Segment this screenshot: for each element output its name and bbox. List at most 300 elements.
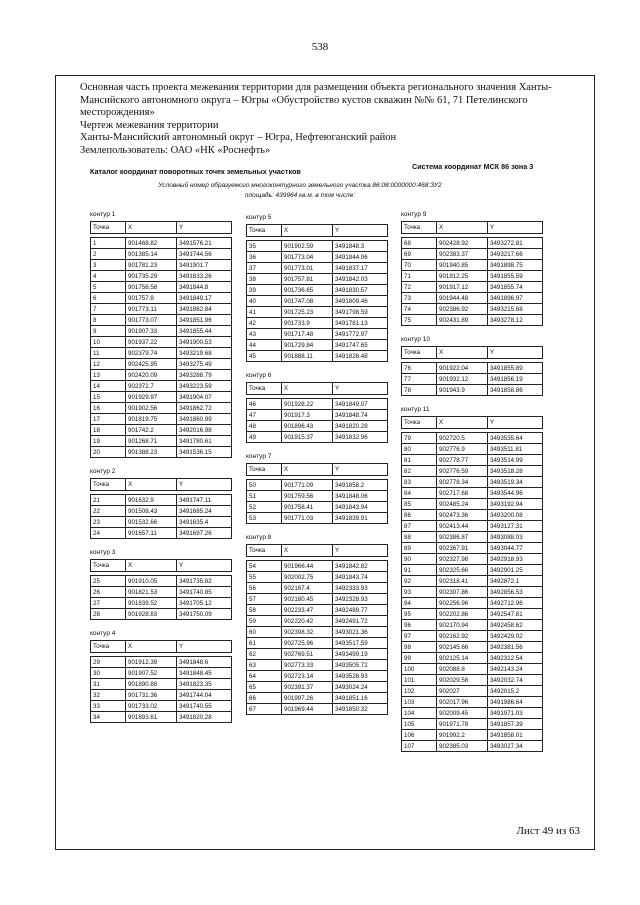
column-header-x: X: [126, 479, 177, 491]
column-header-y: Y: [488, 347, 543, 359]
x-cell: 901992.2: [437, 730, 488, 741]
y-cell: 3491858.2: [333, 480, 388, 491]
y-cell: 3491744.56: [177, 249, 232, 260]
x-cell: 901468.82: [126, 238, 177, 249]
y-cell: 3491844.96: [333, 252, 388, 263]
point-cell: 102: [402, 686, 437, 697]
point-cell: 96: [402, 620, 437, 631]
y-cell: 3492872.1: [488, 576, 543, 587]
x-cell: 901969.44: [282, 704, 333, 715]
table-row: [91, 403, 232, 414]
point-cell: 33: [91, 701, 126, 712]
table-row: [402, 664, 543, 675]
y-cell: 3491772.97: [333, 329, 388, 340]
x-cell: 902379.74: [126, 348, 177, 359]
column-header-x: X: [282, 383, 333, 395]
table-row: [247, 340, 388, 351]
table-row: [91, 304, 232, 315]
point-cell: 46: [247, 399, 282, 410]
point-cell: 43: [247, 329, 282, 340]
table-row: [402, 741, 543, 752]
point-cell: 75: [402, 315, 437, 326]
y-cell: 3491781.13: [333, 318, 388, 329]
x-cell: 901759.56: [282, 491, 333, 502]
table-row: [402, 293, 543, 304]
y-cell: 3491823.35: [177, 679, 232, 690]
x-cell: 901733.02: [126, 701, 177, 712]
x-cell: 902027: [437, 686, 488, 697]
point-cell: 13: [91, 370, 126, 381]
y-cell: 3491986.64: [488, 697, 543, 708]
point-cell: 22: [91, 506, 126, 517]
x-cell: 901773.11: [126, 304, 177, 315]
x-cell: 901917.3: [282, 410, 333, 421]
y-cell: 3493275.49: [177, 359, 232, 370]
y-cell: 3493192.94: [488, 499, 543, 510]
x-cell: 901725.23: [282, 307, 333, 318]
coordinate-table: [246, 382, 388, 443]
table-header-row: [247, 545, 388, 557]
table-row: [247, 241, 388, 252]
table-row: [402, 315, 543, 326]
table-row: [402, 620, 543, 631]
y-cell: 3493217.66: [488, 249, 543, 260]
table-row: [247, 351, 388, 362]
x-cell: 902725.96: [282, 638, 333, 649]
table-row: [247, 671, 388, 682]
column-header-x: X: [437, 222, 488, 234]
table-row: [402, 444, 543, 455]
point-cell: 89: [402, 543, 437, 554]
y-cell: 3491843.94: [333, 502, 388, 513]
x-cell: 901915.37: [282, 432, 333, 443]
point-cell: 44: [247, 340, 282, 351]
y-cell: 3491826.48: [333, 351, 388, 362]
column-header-x: X: [126, 222, 177, 234]
y-cell: 3491798.59: [333, 307, 388, 318]
x-cell: 901773.07: [126, 315, 177, 326]
table-row: [402, 708, 543, 719]
point-cell: 9: [91, 326, 126, 337]
table-row: [91, 414, 232, 425]
y-cell: 3492015.2: [488, 686, 543, 697]
x-cell: 902325.66: [437, 565, 488, 576]
x-cell: 901756.58: [126, 282, 177, 293]
contour-title: контур 4: [90, 630, 116, 637]
y-cell: 3491744.04: [177, 690, 232, 701]
point-cell: 6: [91, 293, 126, 304]
table-row: [402, 477, 543, 488]
point-cell: 32: [91, 690, 126, 701]
point-cell: 57: [247, 594, 282, 605]
table-row: [402, 510, 543, 521]
x-cell: 902386.87: [437, 532, 488, 543]
x-cell: 901757.8: [126, 293, 177, 304]
x-cell: 901940.85: [437, 260, 488, 271]
table-row: [402, 642, 543, 653]
point-cell: 104: [402, 708, 437, 719]
y-cell: 3493519.34: [488, 477, 543, 488]
table-row: [402, 304, 543, 315]
column-header-point: Точка: [91, 560, 126, 572]
table-row: [402, 488, 543, 499]
point-cell: 65: [247, 682, 282, 693]
point-cell: 71: [402, 271, 437, 282]
table-header-row: [91, 222, 232, 234]
page-number: 538: [311, 41, 329, 53]
y-cell: 3491855.44: [177, 326, 232, 337]
point-cell: 54: [247, 561, 282, 572]
x-cell: 902009.45: [437, 708, 488, 719]
point-cell: 40: [247, 296, 282, 307]
x-cell: 902413.44: [437, 521, 488, 532]
y-cell: 3491809.46: [333, 296, 388, 307]
x-cell: 901657.11: [126, 528, 177, 539]
table-header-row: [91, 479, 232, 491]
table-row: [91, 436, 232, 447]
column-header-y: Y: [333, 464, 388, 476]
table-row: [247, 285, 388, 296]
table-header-row: [247, 225, 388, 237]
x-cell: 901731.36: [126, 690, 177, 701]
contour-title: контур 9: [401, 211, 427, 218]
point-cell: 92: [402, 576, 437, 587]
x-cell: 902367.91: [437, 543, 488, 554]
column-header-point: Точка: [247, 225, 282, 237]
header-line: Ханты-Мансийский автономный округ – Югра, Нефтеюганский район: [80, 132, 397, 143]
table-row: [247, 318, 388, 329]
x-cell: 902776.9: [437, 444, 488, 455]
point-cell: 20: [91, 447, 126, 458]
column-header-point: Точка: [402, 417, 437, 429]
column-header-y: Y: [177, 222, 232, 234]
table-row: [247, 410, 388, 421]
header-line: Мансийского автономного округа – Югры «Обустройство кустов скважин №№ 61, 71 Петелинского: [80, 94, 528, 106]
table-row: [91, 690, 232, 701]
table-row: [247, 252, 388, 263]
y-cell: 3491820.28: [177, 712, 232, 723]
point-cell: 97: [402, 631, 437, 642]
point-cell: 26: [91, 587, 126, 598]
point-cell: 69: [402, 249, 437, 260]
catalog-title: Каталог координат поворотных точек земельных участков: [90, 167, 301, 176]
point-cell: 79: [402, 433, 437, 444]
x-cell: 902386.92: [437, 304, 488, 315]
point-cell: 62: [247, 649, 282, 660]
y-cell: 3493505.72: [333, 660, 388, 671]
y-cell: 3491848.45: [177, 668, 232, 679]
y-cell: 3491857.39: [488, 719, 543, 730]
table-header-row: [247, 464, 388, 476]
point-cell: 64: [247, 671, 282, 682]
x-cell: 902202.86: [437, 609, 488, 620]
contour-title: контур 8: [246, 534, 272, 541]
table-row: [247, 649, 388, 660]
table-row: [247, 660, 388, 671]
x-cell: 901821.53: [126, 587, 177, 598]
point-cell: 17: [91, 414, 126, 425]
point-cell: 99: [402, 653, 437, 664]
x-cell: 902717.68: [437, 488, 488, 499]
contour-title: контур 1: [90, 211, 116, 218]
y-cell: 3493027.34: [488, 741, 543, 752]
table-row: [247, 399, 388, 410]
point-cell: 56: [247, 583, 282, 594]
table-row: [247, 296, 388, 307]
point-cell: 5: [91, 282, 126, 293]
point-cell: 80: [402, 444, 437, 455]
x-cell: 902383.37: [437, 249, 488, 260]
table-row: [91, 249, 232, 260]
y-cell: 3491832.96: [333, 432, 388, 443]
x-cell: 902776.59: [437, 466, 488, 477]
header-line: Землепользователь: ОАО «НК «Роснефть»: [80, 144, 271, 156]
coordinate-table: [246, 224, 388, 362]
y-cell: 3491843.74: [333, 572, 388, 583]
table-row: [91, 517, 232, 528]
table-row: [402, 543, 543, 554]
point-cell: 67: [247, 704, 282, 715]
x-cell: 902029.58: [437, 675, 488, 686]
y-cell: 3493514.99: [488, 455, 543, 466]
x-cell: 901757.81: [282, 274, 333, 285]
y-cell: 3492712.96: [488, 598, 543, 609]
y-cell: 3491848.3: [333, 241, 388, 252]
table-row: [402, 686, 543, 697]
column-header-y: Y: [333, 545, 388, 557]
contour-title: контур 11: [401, 406, 430, 413]
table-row: [402, 565, 543, 576]
table-row: [402, 455, 543, 466]
table-row: [247, 274, 388, 285]
x-cell: 902233.47: [282, 605, 333, 616]
table-row: [91, 271, 232, 282]
x-cell: 902428.92: [437, 238, 488, 249]
subtitle-line: площадь: 439964 кв.м. в том числе:: [244, 192, 356, 199]
column-header-y: Y: [177, 560, 232, 572]
column-header-y: Y: [488, 417, 543, 429]
table-row: [91, 326, 232, 337]
y-cell: 3491842.03: [333, 274, 388, 285]
point-cell: 66: [247, 693, 282, 704]
point-cell: 91: [402, 565, 437, 576]
table-row: [91, 238, 232, 249]
table-row: [247, 307, 388, 318]
table-row: [247, 329, 388, 340]
y-cell: 3493518.28: [488, 466, 543, 477]
contour-block: [401, 404, 543, 752]
x-cell: 902220.42: [282, 616, 333, 627]
y-cell: 3491839.91: [333, 513, 388, 524]
column-header-point: Точка: [402, 222, 437, 234]
x-cell: 901736.65: [282, 285, 333, 296]
point-cell: 24: [91, 528, 126, 539]
y-cell: 3491971.03: [488, 708, 543, 719]
table-row: [402, 675, 543, 686]
contour-block: [246, 370, 388, 443]
table-row: [91, 576, 232, 587]
y-cell: 3491858.86: [488, 385, 543, 396]
point-cell: 14: [91, 381, 126, 392]
table-row: [402, 282, 543, 293]
table-row: [402, 598, 543, 609]
table-row: [91, 293, 232, 304]
point-cell: 21: [91, 495, 126, 506]
y-cell: 3491860.99: [177, 414, 232, 425]
point-cell: 82: [402, 466, 437, 477]
y-cell: 3492547.81: [488, 609, 543, 620]
column-header-y: Y: [333, 225, 388, 237]
point-cell: 53: [247, 513, 282, 524]
y-cell: 3492856.53: [488, 587, 543, 598]
x-cell: 901781.23: [126, 260, 177, 271]
x-cell: 901932.12: [437, 374, 488, 385]
contour-title: контур 3: [90, 549, 116, 556]
column-header-point: Точка: [91, 641, 126, 653]
y-cell: 3493278.12: [488, 315, 543, 326]
table-row: [91, 495, 232, 506]
column-left: [90, 209, 232, 731]
x-cell: 901735.29: [126, 271, 177, 282]
table-row: [402, 719, 543, 730]
x-cell: 902145.66: [437, 642, 488, 653]
table-row: [247, 513, 388, 524]
point-cell: 10: [91, 337, 126, 348]
point-cell: 78: [402, 385, 437, 396]
table-row: [91, 392, 232, 403]
x-cell: 901733.9: [282, 318, 333, 329]
point-cell: 74: [402, 304, 437, 315]
y-cell: 3492328.93: [333, 594, 388, 605]
y-cell: 3492312.54: [488, 653, 543, 664]
point-cell: 19: [91, 436, 126, 447]
table-row: [247, 432, 388, 443]
x-cell: 901890.88: [126, 679, 177, 690]
x-cell: 901912.39: [126, 657, 177, 668]
table-row: [402, 587, 543, 598]
y-cell: 3491844.8: [177, 282, 232, 293]
y-cell: 3493526.93: [333, 671, 388, 682]
x-cell: 902425.95: [126, 359, 177, 370]
catalog-subtitle: [110, 181, 490, 201]
x-cell: 901388.23: [126, 447, 177, 458]
y-cell: 3492901.25: [488, 565, 543, 576]
y-cell: 3493499.19: [333, 649, 388, 660]
x-cell: 901385.14: [126, 249, 177, 260]
x-cell: 901929.97: [126, 392, 177, 403]
y-cell: 3491697.26: [177, 528, 232, 539]
point-cell: 34: [91, 712, 126, 723]
point-cell: 4: [91, 271, 126, 282]
contour-block: [90, 547, 232, 620]
x-cell: 902778.34: [437, 477, 488, 488]
contour-block: [401, 334, 543, 396]
x-cell: 901922.04: [437, 363, 488, 374]
point-cell: 63: [247, 660, 282, 671]
coordinate-table: [246, 463, 388, 524]
x-cell: 902385.03: [437, 741, 488, 752]
point-cell: 15: [91, 392, 126, 403]
point-cell: 29: [91, 657, 126, 668]
x-cell: 902723.14: [282, 671, 333, 682]
y-cell: 3491855.89: [488, 363, 543, 374]
x-cell: 901508.43: [126, 506, 177, 517]
point-cell: 93: [402, 587, 437, 598]
table-row: [91, 359, 232, 370]
point-cell: 81: [402, 455, 437, 466]
x-cell: 901928.22: [282, 399, 333, 410]
x-cell: 901771.03: [282, 513, 333, 524]
y-cell: 3491750.09: [177, 609, 232, 620]
header-line: месторождения»: [80, 107, 155, 118]
point-cell: 100: [402, 664, 437, 675]
point-cell: 35: [247, 241, 282, 252]
x-cell: 902773.33: [282, 660, 333, 671]
x-cell: 901910.05: [126, 576, 177, 587]
y-cell: 3491855.74: [488, 282, 543, 293]
point-cell: 72: [402, 282, 437, 293]
x-cell: 901758.41: [282, 502, 333, 513]
x-cell: 901937.22: [126, 337, 177, 348]
table-row: [247, 572, 388, 583]
table-row: [402, 260, 543, 271]
y-cell: 3491837.17: [333, 263, 388, 274]
contour-block: [246, 212, 388, 362]
y-cell: 3491780.61: [177, 436, 232, 447]
point-cell: 73: [402, 293, 437, 304]
column-header-y: Y: [177, 479, 232, 491]
column-header-point: Точка: [247, 545, 282, 557]
point-cell: 25: [91, 576, 126, 587]
table-row: [402, 385, 543, 396]
contour-block: [246, 451, 388, 524]
point-cell: 77: [402, 374, 437, 385]
contour-block: [401, 209, 543, 326]
table-row: [91, 679, 232, 690]
x-cell: 902125.14: [437, 653, 488, 664]
y-cell: 3493517.59: [333, 638, 388, 649]
y-cell: 3491851.16: [333, 693, 388, 704]
x-cell: 902431.89: [437, 315, 488, 326]
point-cell: 7: [91, 304, 126, 315]
contour-block: [90, 209, 232, 458]
x-cell: 901532.66: [126, 517, 177, 528]
x-cell: 901717.48: [282, 329, 333, 340]
x-cell: 902391.37: [282, 682, 333, 693]
point-cell: 106: [402, 730, 437, 741]
column-header-point: Точка: [247, 383, 282, 395]
table-row: [91, 701, 232, 712]
x-cell: 901896.43: [282, 421, 333, 432]
point-cell: 50: [247, 480, 282, 491]
column-right: [401, 209, 543, 760]
table-row: [402, 271, 543, 282]
y-cell: 3492333.93: [333, 583, 388, 594]
x-cell: 902180.45: [282, 594, 333, 605]
x-cell: 901893.61: [126, 712, 177, 723]
y-cell: 3492918.93: [488, 554, 543, 565]
y-cell: 3491848.06: [333, 491, 388, 502]
table-row: [247, 682, 388, 693]
y-cell: 3491705.12: [177, 598, 232, 609]
point-cell: 51: [247, 491, 282, 502]
y-cell: 3492381.56: [488, 642, 543, 653]
y-cell: 3491851.96: [177, 315, 232, 326]
y-cell: 3491576.21: [177, 238, 232, 249]
contour-title: контур 2: [90, 468, 116, 475]
y-cell: 3492458.62: [488, 620, 543, 631]
point-cell: 107: [402, 741, 437, 752]
